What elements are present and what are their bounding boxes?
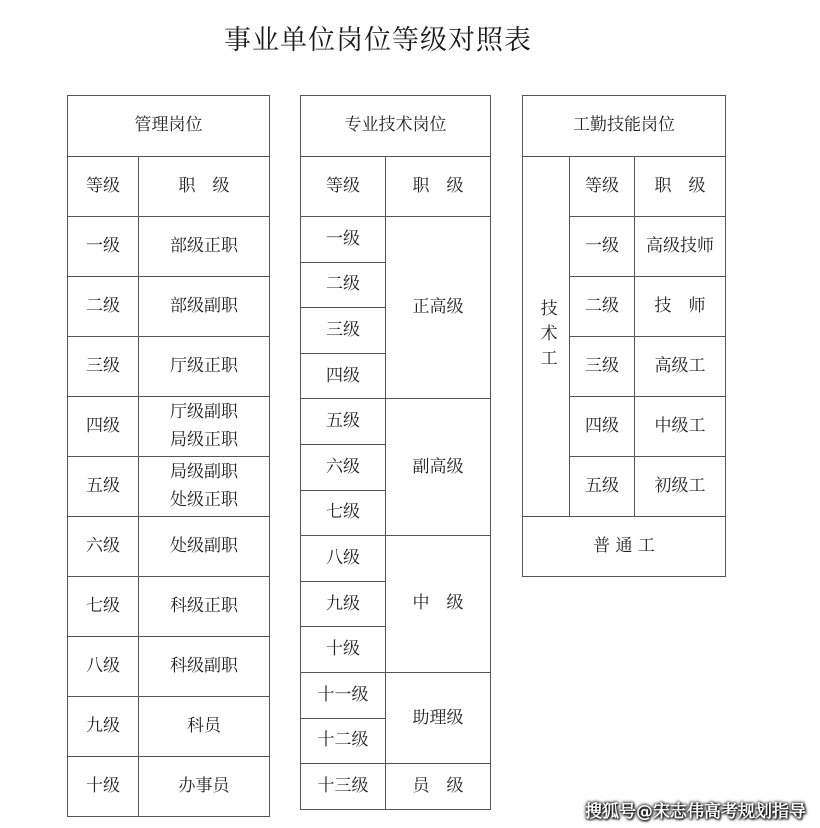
management-rank-cell xyxy=(138,696,270,757)
worker-col-grade-text: 等级 xyxy=(585,175,619,196)
worker-header xyxy=(522,95,726,157)
management-grade-cell xyxy=(67,756,139,817)
management-grade-cell-text: 一级 xyxy=(86,235,120,256)
management-grade-cell xyxy=(67,396,139,457)
management-rank-cell xyxy=(138,336,270,397)
management-rank-cell xyxy=(138,636,270,697)
technical-grade-cell-text: 五级 xyxy=(326,411,360,432)
worker-rank-cell-text: 技 师 xyxy=(654,295,706,316)
page-title: 事业单位岗位等级对照表 xyxy=(224,25,532,56)
worker-side-label-text: 技术工 xyxy=(536,299,557,374)
management-grade-cell xyxy=(67,276,139,337)
worker-grade-cell-text: 一级 xyxy=(585,235,619,256)
worker-grade-cell xyxy=(569,216,635,277)
management-rank-cell xyxy=(138,276,270,337)
management-grade-cell-text: 三级 xyxy=(86,355,120,376)
technical-grade-cell-text: 十一级 xyxy=(317,684,369,705)
technical-grade-cell xyxy=(300,490,386,537)
worker-rank-cell-text: 初级工 xyxy=(654,475,706,496)
technical-grade-cell xyxy=(300,581,386,628)
technical-table xyxy=(300,95,490,819)
worker-grade-cell xyxy=(569,396,635,457)
technical-rank-cell xyxy=(385,216,491,399)
worker-col-rank-text: 职 级 xyxy=(654,175,706,196)
technical-rank-cell xyxy=(385,672,491,764)
management-grade-cell xyxy=(67,456,139,517)
management-rank-cell xyxy=(138,396,270,457)
worker-rank-cell xyxy=(634,336,726,397)
technical-grade-cell xyxy=(300,672,386,719)
worker-grade-cell-text: 五级 xyxy=(585,475,619,496)
worker-table xyxy=(522,95,725,576)
management-grade-cell xyxy=(67,216,139,277)
management-header xyxy=(67,95,270,157)
worker-rank-cell-text: 高级技师 xyxy=(646,235,714,256)
worker-header-text: 工勤技能岗位 xyxy=(573,115,675,136)
technical-grade-cell-text: 九级 xyxy=(326,593,360,614)
worker-footer-text: 普 通 工 xyxy=(593,535,655,556)
technical-rank-cell xyxy=(385,763,491,810)
worker-rank-cell xyxy=(634,216,726,277)
management-grade-cell-text: 六级 xyxy=(86,535,120,556)
management-grade-cell-text: 九级 xyxy=(86,715,120,736)
technical-col-grade xyxy=(300,156,386,217)
technical-grade-cell xyxy=(300,307,386,354)
technical-col-grade-text: 等级 xyxy=(326,175,360,196)
technical-grade-cell xyxy=(300,718,386,765)
technical-grade-cell xyxy=(300,626,386,673)
management-grade-cell-text: 四级 xyxy=(86,415,120,436)
management-rank-cell-text: 局级副职 处级正职 xyxy=(170,462,238,510)
technical-grade-cell-text: 十级 xyxy=(326,639,360,660)
technical-rank-cell-text: 副高级 xyxy=(412,456,464,477)
management-rank-cell-text: 科级正职 xyxy=(170,595,238,616)
worker-grade-cell-text: 二级 xyxy=(585,295,619,316)
technical-col-rank xyxy=(385,156,491,217)
worker-footer xyxy=(522,516,726,577)
management-rank-cell xyxy=(138,756,270,817)
technical-grade-cell xyxy=(300,535,386,582)
worker-rank-cell xyxy=(634,456,726,517)
worker-grade-cell-text: 三级 xyxy=(585,355,619,376)
worker-grade-cell xyxy=(569,336,635,397)
management-rank-cell-text: 科员 xyxy=(187,715,221,736)
technical-grade-cell-text: 四级 xyxy=(326,365,360,386)
management-grade-cell-text: 二级 xyxy=(86,295,120,316)
technical-rank-cell-text: 助理级 xyxy=(412,707,464,728)
technical-grade-cell-text: 七级 xyxy=(326,502,360,523)
technical-grade-cell-text: 八级 xyxy=(326,547,360,568)
management-grade-cell xyxy=(67,516,139,577)
worker-rank-cell xyxy=(634,396,726,457)
management-grade-cell xyxy=(67,336,139,397)
technical-grade-cell-text: 十三级 xyxy=(317,775,369,796)
management-rank-cell-text: 厅级副职 局级正职 xyxy=(170,402,238,450)
management-col-grade-text: 等级 xyxy=(86,175,120,196)
technical-rank-cell xyxy=(385,535,491,673)
technical-grade-cell xyxy=(300,444,386,491)
technical-grade-cell-text: 十二级 xyxy=(317,730,369,751)
management-grade-cell-text: 七级 xyxy=(86,595,120,616)
management-rank-cell-text: 厅级正职 xyxy=(170,355,238,376)
technical-rank-cell-text: 员 级 xyxy=(412,775,464,796)
worker-rank-cell xyxy=(634,276,726,337)
technical-rank-cell-text: 正高级 xyxy=(412,297,464,318)
technical-grade-cell xyxy=(300,262,386,309)
technical-grade-cell xyxy=(300,216,386,263)
management-rank-cell-text: 科级副职 xyxy=(170,655,238,676)
technical-rank-cell xyxy=(385,398,491,536)
worker-grade-cell xyxy=(569,276,635,337)
management-rank-cell xyxy=(138,576,270,637)
management-grade-cell xyxy=(67,696,139,757)
technical-grade-cell xyxy=(300,353,386,400)
management-grade-cell-text: 十级 xyxy=(86,775,120,796)
worker-grade-cell xyxy=(569,456,635,517)
watermark: 搜狐号@宋志伟高考规划指导 xyxy=(585,802,806,822)
worker-col-grade xyxy=(569,156,635,217)
worker-rank-cell-text: 高级工 xyxy=(654,355,706,376)
management-rank-cell-text: 部级正职 xyxy=(170,235,238,256)
management-rank-cell xyxy=(138,216,270,277)
technical-grade-cell-text: 三级 xyxy=(326,319,360,340)
technical-header xyxy=(300,95,491,157)
management-rank-cell-text: 办事员 xyxy=(178,775,230,796)
management-header-text: 管理岗位 xyxy=(134,115,203,136)
technical-rank-cell-text: 中 级 xyxy=(412,593,464,614)
technical-grade-cell xyxy=(300,763,386,810)
management-col-rank xyxy=(138,156,270,217)
technical-grade-cell xyxy=(300,398,386,445)
worker-grade-cell-text: 四级 xyxy=(585,415,619,436)
management-grade-cell xyxy=(67,636,139,697)
management-rank-cell xyxy=(138,516,270,577)
management-rank-cell-text: 处级副职 xyxy=(170,535,238,556)
management-table xyxy=(67,95,269,819)
management-rank-cell xyxy=(138,456,270,517)
technical-grade-cell-text: 六级 xyxy=(326,456,360,477)
technical-header-text: 专业技术岗位 xyxy=(344,115,447,136)
worker-col-rank xyxy=(634,156,726,217)
worker-side-label xyxy=(522,156,570,517)
technical-grade-cell-text: 二级 xyxy=(326,274,360,295)
management-col-rank-text: 职 级 xyxy=(178,175,230,196)
management-grade-cell xyxy=(67,576,139,637)
management-grade-cell-text: 八级 xyxy=(86,655,120,676)
management-col-grade xyxy=(67,156,139,217)
worker-rank-cell-text: 中级工 xyxy=(654,415,706,436)
management-grade-cell-text: 五级 xyxy=(86,475,120,496)
technical-grade-cell-text: 一级 xyxy=(326,228,360,249)
technical-col-rank-text: 职 级 xyxy=(412,175,464,196)
management-rank-cell-text: 部级副职 xyxy=(170,295,238,316)
